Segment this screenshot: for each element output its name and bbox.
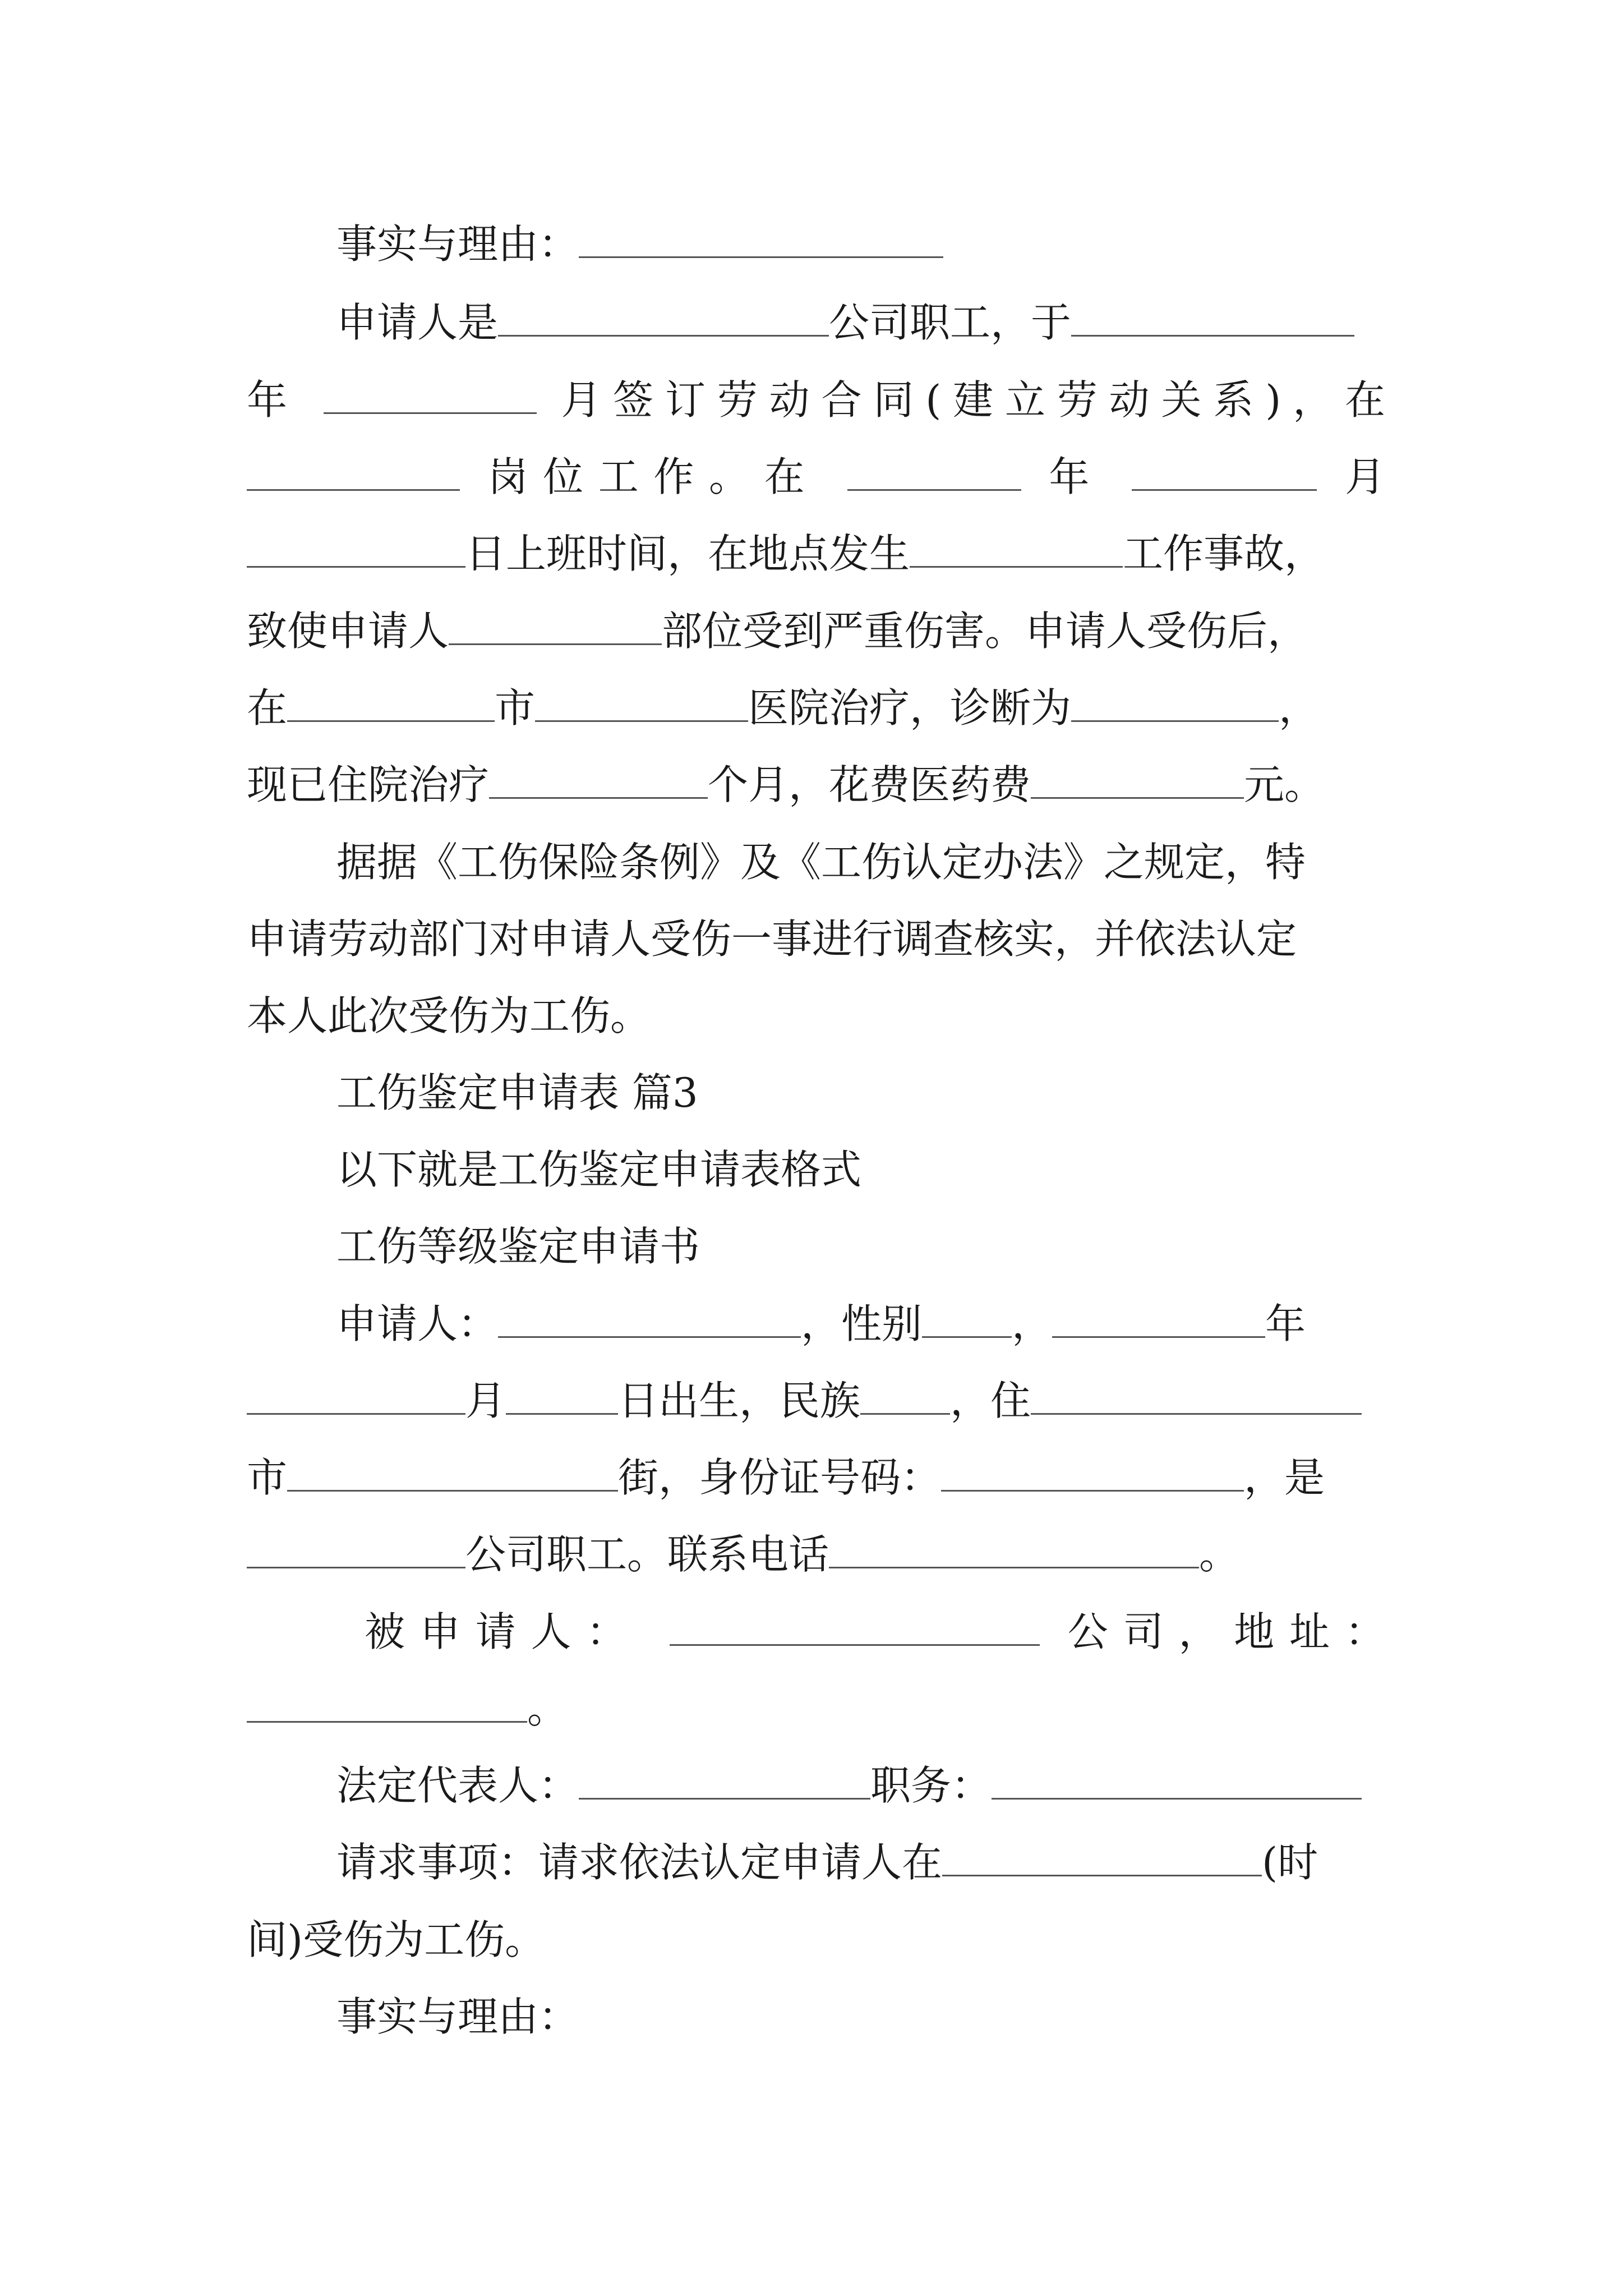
respondent-line: 被申请人： 公司，地址： [365, 1608, 1385, 1655]
blank-line [535, 685, 748, 722]
facts-heading-1: 事实与理由： [336, 213, 1385, 275]
blank-line [860, 1378, 950, 1415]
request-line: 间)受伤为工伤。 [247, 1916, 546, 1963]
blank-line [498, 300, 829, 337]
applicant-line: 市 街，身份证号码： ，是 [247, 1454, 1325, 1501]
blank-line [1031, 762, 1244, 799]
blank-line [992, 1763, 1362, 1800]
paragraph-line: 申请人是 公司职工，于 [336, 292, 1385, 353]
blank-line [942, 1840, 1262, 1876]
blank-line [287, 685, 495, 722]
blank-line [247, 531, 465, 568]
blank-line [1031, 1378, 1362, 1415]
blank-line [287, 1455, 618, 1492]
blank-line [910, 531, 1123, 568]
paragraph-line: 据据《工伤保险条例》及《工伤认定办法》之规定，特 [336, 839, 1306, 886]
form-title: 工伤等级鉴定申请书 [336, 1223, 700, 1270]
blank-line [506, 1378, 618, 1415]
blank-line [489, 762, 708, 799]
blank-line [579, 1763, 870, 1800]
applicant-line: 公司职工。联系电话 。 [247, 1524, 1385, 1585]
blank-line [670, 1609, 1040, 1646]
paragraph-line: 岗位工作。在 年 月 [247, 446, 1385, 508]
paragraph-line: 现已住院治疗 个月，花费医药费 元。 [247, 761, 1325, 808]
paragraph-line: 以下就是工伤鉴定申请表格式 [336, 1146, 862, 1193]
blank-line [941, 1455, 1244, 1492]
blank-line [498, 1301, 801, 1338]
respondent-line: 。 [247, 1678, 1385, 1740]
paragraph-line: 本人此次受伤为工伤。 [247, 992, 651, 1039]
blank-line [324, 378, 537, 414]
applicant-line: 月 日出生，民族 ，住 [247, 1370, 1385, 1432]
paragraph-line: 致使申请人 部位受到严重伤害。申请人受伤后， [247, 608, 1308, 655]
blank-line [247, 1378, 465, 1415]
blank-line [829, 1532, 1199, 1568]
blank-line [579, 222, 943, 258]
blank-line [247, 454, 460, 491]
blank-line [1071, 685, 1279, 722]
section-heading: 工伤鉴定申请表 篇3 [336, 1069, 698, 1116]
paragraph-line: 日上班时间，在地点发生 工作事故， [247, 523, 1385, 585]
blank-line [922, 1301, 1012, 1338]
blank-line [847, 454, 1021, 491]
legal-rep-line: 法定代表人： 职务： [336, 1755, 1385, 1816]
blank-line [247, 1686, 527, 1723]
blank-line [1052, 1301, 1265, 1338]
paragraph-line: 年 月签订劳动合同(建立劳动关系)，在 [247, 376, 1385, 424]
blank-line [247, 1532, 465, 1568]
blank-line [449, 609, 662, 645]
facts-heading-2: 事实与理由： [336, 1993, 579, 2040]
blank-line [1132, 454, 1317, 491]
request-line: 请求事项：请求依法认定申请人在 (时 [336, 1839, 1318, 1886]
applicant-line: 申请人： ，性别 ， 年 [336, 1300, 1306, 1347]
paragraph-line: 申请劳动部门对申请人受伤一事进行调查核实，并依法认定 [247, 915, 1297, 963]
paragraph-line: 在 市 医院治疗，诊断为 ， [247, 684, 1320, 731]
blank-line [1071, 300, 1354, 337]
